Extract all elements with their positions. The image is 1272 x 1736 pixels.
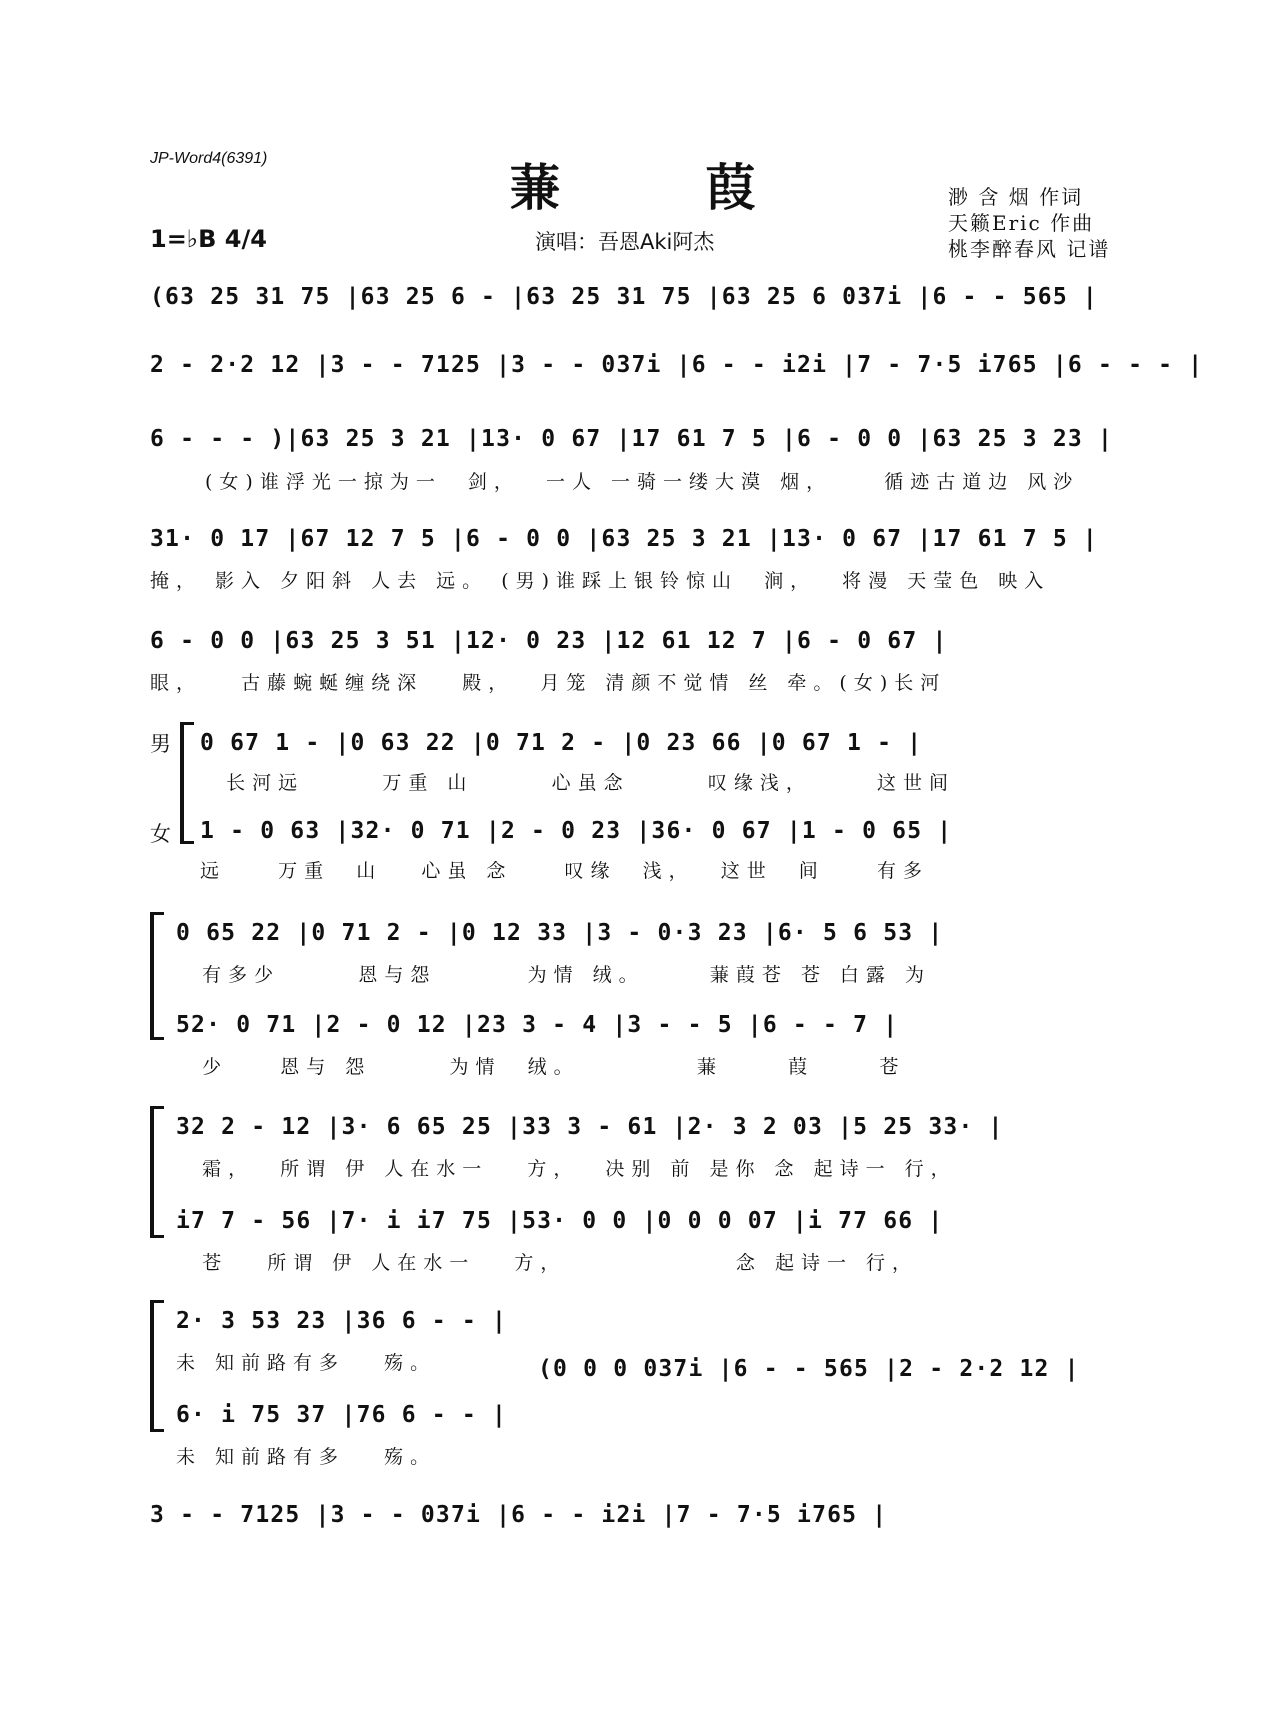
female-lyric-line: 未 知前路有多 殇。	[176, 1446, 437, 1468]
singer-credit: 演唱：吾恩Aki阿杰	[535, 230, 715, 254]
female-notation-line: 1 - 0 63 |32· 0 71 |2 - 0 23 |36· 0 67 |1 - 0 65 |	[200, 818, 953, 844]
male-notation-line: 32 2 - 12 |3· 6 65 25 |33 3 - 61 |2· 3 2 03 |5 25 33· |	[176, 1114, 1004, 1140]
credits-block	[948, 184, 1110, 262]
female-part-label: 女	[150, 822, 171, 846]
male-notation-line: 2· 3 53 23 |36 6 - - |	[176, 1308, 508, 1334]
female-lyric-line: 远 万重 山 心虽 念 叹缘 浅， 这世 间 有多	[200, 860, 929, 882]
notation-line: (63 25 31 75 |63 25 6 - |63 25 31 75 |63 25 6 037i |6 - - 565 |	[150, 284, 1098, 310]
male-lyric-line: 霜， 所谓 伊 人在水一 方， 决别 前 是你 念 起诗一 行，	[176, 1158, 957, 1180]
notation-line: 3 - - 7125 |3 - - 037i |6 - - i2i |7 - 7·5 i765 |	[150, 1502, 888, 1528]
lyric-line: 眼， 古藤蜿蜒缠绕深 殿， 月笼 清颜不觉情 丝 牵。(女)长河	[150, 672, 947, 694]
female-notation-line: 6· i 75 37 |76 6 - - |	[176, 1402, 508, 1428]
male-lyric-line: 未 知前路有多 殇。	[176, 1352, 437, 1374]
lyric-line: 掩， 影入 夕阳斜 人去 远。 (男)谁踩上银铃惊山 涧， 将漫 天莹色 映入	[150, 570, 1051, 592]
notation-line: 2 - 2·2 12 |3 - - 7125 |3 - - 037i |6 - - i2i |7 - 7·5 i765 |6 - - - |	[150, 352, 1204, 378]
notation-line: 6 - 0 0 |63 25 3 51 |12· 0 23 |12 61 12 7 |6 - 0 67 |	[150, 628, 948, 654]
duet-bracket	[150, 1106, 154, 1238]
female-notation-line: i7 7 - 56 |7· i i7 75 |53· 0 0 |0 0 0 07 |i 77 66 |	[176, 1208, 944, 1234]
source-tag: JP-Word4(6391)	[150, 150, 268, 167]
male-lyric-line: 长河远 万重 山 心虽念 叹缘浅， 这世间	[200, 772, 956, 794]
duet-bracket	[180, 722, 184, 844]
notation-line: 6 - - - )|63 25 3 21 |13· 0 67 |17 61 7 5 |6 - 0 0 |63 25 3 23 |	[150, 426, 1114, 452]
female-lyric-line: 苍 所谓 伊 人在水一 方， 念 起诗一 行，	[176, 1252, 918, 1274]
notation-line: 31· 0 17 |67 12 7 5 |6 - 0 0 |63 25 3 21 |13· 0 67 |17 61 7 5 |	[150, 526, 1098, 552]
interlude-notation-line: (0 0 0 037i |6 - - 565 |2 - 2·2 12 |	[538, 1356, 1080, 1382]
transcriber-credit: 桃李醉春风 记谱	[948, 237, 1111, 261]
lyricist-credit: 渺 含 烟 作词	[948, 185, 1084, 209]
male-notation-line: 0 67 1 - |0 63 22 |0 71 2 - |0 23 66 |0 67 1 - |	[200, 730, 923, 756]
male-part-label: 男	[150, 732, 171, 756]
composer-credit: 天籁Eric 作曲	[948, 211, 1095, 235]
male-notation-line: 0 65 22 |0 71 2 - |0 12 33 |3 - 0·3 23 |6· 5 6 53 |	[176, 920, 944, 946]
duet-bracket	[150, 912, 154, 1040]
female-lyric-line: 少 恩与 怨 为情 绒。 蒹 葭 苍	[176, 1056, 906, 1078]
key-signature: 1=♭B 4/4	[150, 225, 267, 253]
male-lyric-line: 有多少 恩与怨 为情 绒。 蒹葭苍 苍 白露 为	[176, 964, 931, 986]
duet-bracket	[150, 1300, 154, 1432]
female-notation-line: 52· 0 71 |2 - 0 12 |23 3 - 4 |3 - - 5 |6 - - 7 |	[176, 1012, 899, 1038]
lyric-line: (女)谁浮光一掠为一 剑， 一人 一骑一缕大漠 烟， 循迹古道边 风沙	[205, 471, 1080, 493]
song-title: 蒹 葭	[510, 158, 820, 217]
